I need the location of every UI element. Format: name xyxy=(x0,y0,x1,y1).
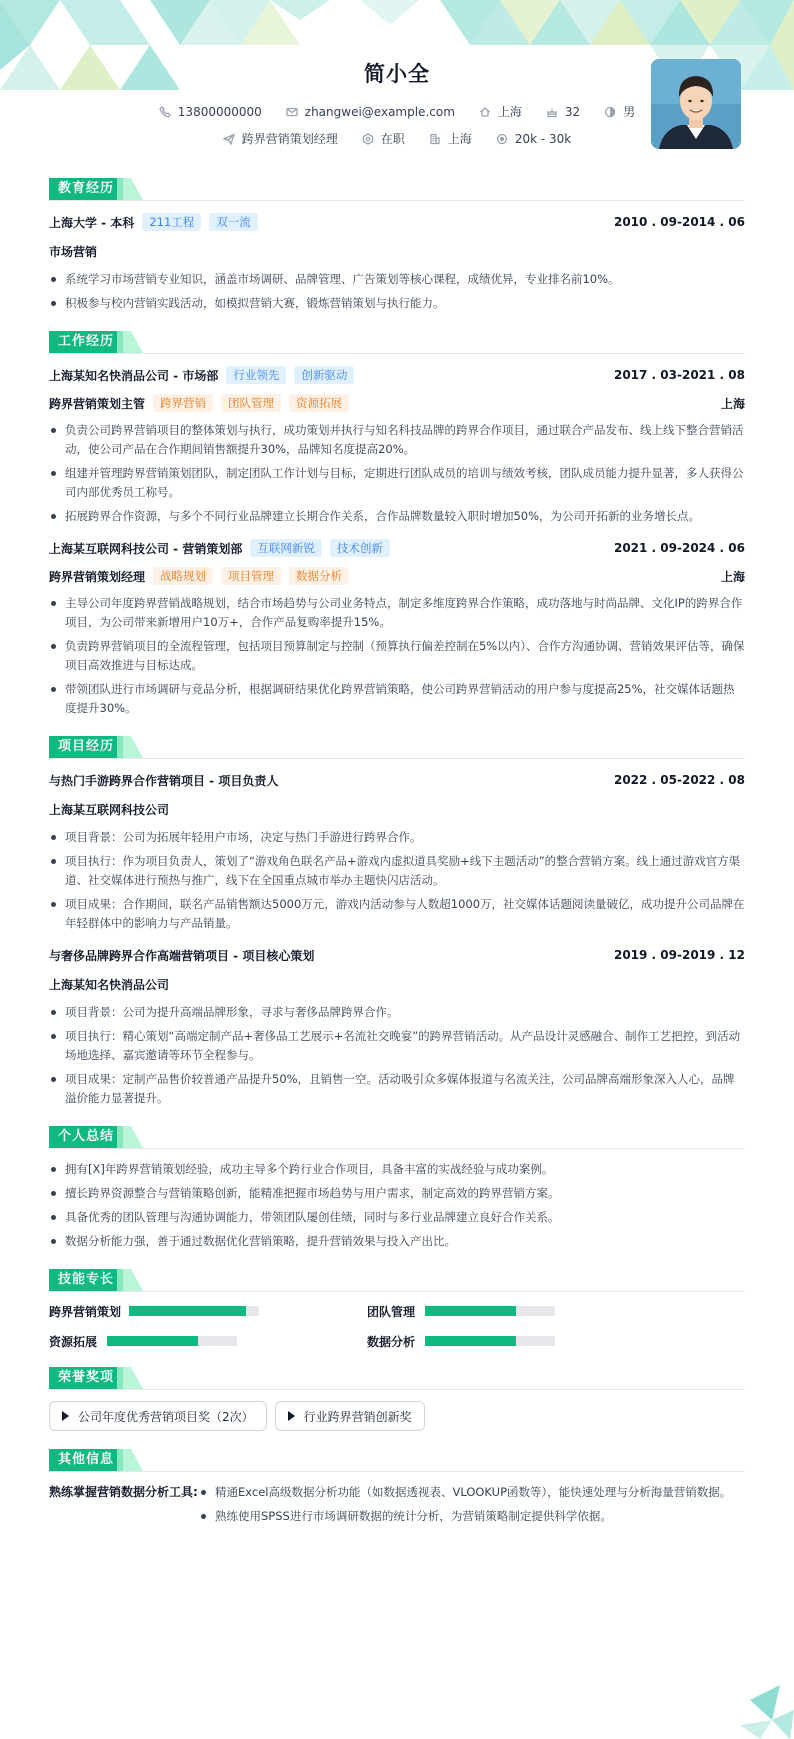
email-text: zhangwei@example.com xyxy=(304,104,455,119)
bullet-list xyxy=(49,594,745,718)
school-tag: 双一流 xyxy=(209,213,258,231)
skill-level xyxy=(129,1306,246,1316)
list-item: 负责公司跨界营销项目的整体策划与执行，成功策划并执行与知名科技品牌的跨界合作项目，通过联合产品发布、线上线下整合营销活动，使公司产品在合作期间销售额提升30%，品牌知名度提高20%。 xyxy=(49,421,745,459)
entry-date: 2017 . 03-2021 . 08 xyxy=(613,368,745,382)
section-divider xyxy=(49,1471,745,1472)
target-city-text: 上海 xyxy=(447,132,472,146)
entry-date: 2022 . 05-2022 . 08 xyxy=(613,773,745,787)
company-tag: 行业领先 xyxy=(226,366,286,384)
list-item: 组建并管理跨界营销策划团队，制定团队工作计划与目标，定期进行团队成员的培训与绩效考核，团队成员能力提升显著，多人获得公司内部优秀员工称号。 xyxy=(49,464,745,502)
section-header xyxy=(49,1269,745,1291)
section-divider xyxy=(49,1389,745,1390)
section-header xyxy=(49,1126,745,1148)
age-text: 32 xyxy=(564,104,581,119)
list-item: 熟练使用SPSS进行市场调研数据的统计分析，为营销策略制定提供科学依据。 xyxy=(199,1507,731,1526)
list-item: 具备优秀的团队管理与沟通协调能力，带领团队屡创佳绩，同时与多行业品牌建立良好合作关系。 xyxy=(49,1208,745,1227)
resume-header xyxy=(49,0,745,178)
bullet-list xyxy=(49,421,745,526)
salary-item xyxy=(496,132,571,146)
section-title: 工作经历 xyxy=(49,331,123,353)
education-entry xyxy=(49,212,745,313)
list-item: 数据分析能力强，善于通过数据优化营销策略，提升营销效果与投入产出比。 xyxy=(49,1232,745,1251)
play-icon xyxy=(62,1411,69,1421)
section-header xyxy=(49,1449,745,1471)
skill-item xyxy=(49,1333,367,1349)
location-item xyxy=(479,103,522,120)
section-title-tail xyxy=(117,1449,147,1471)
section-header xyxy=(49,178,745,200)
list-item: 精通Excel高级数据分析功能（如数据透视表、VLOOKUP函数等），能快速处理与分析海量营销数据。 xyxy=(199,1483,731,1502)
section-divider xyxy=(49,200,745,201)
mail-icon xyxy=(286,106,298,118)
skill-name: 资源拓展 xyxy=(49,1334,98,1349)
entry-heading-row xyxy=(49,365,745,385)
list-item: 项目成果：定制产品售价较普通产品提升50%，且销售一空。活动吸引众多媒体报道与名流关注，公司品牌高端形象深入人心，品牌溢价能力显著提升。 xyxy=(49,1070,745,1108)
section-title-tail xyxy=(117,736,147,758)
position-tag: 跨界营销 xyxy=(153,394,213,412)
company-tag: 互联网新锐 xyxy=(250,539,322,557)
award-text: 公司年度优秀营销项目奖（2次） xyxy=(78,1409,254,1424)
bullet-list xyxy=(199,1483,731,1531)
position-row xyxy=(49,393,745,413)
phone-text: 13800000000 xyxy=(177,104,262,119)
entry-heading-row xyxy=(49,212,745,232)
skill-bar xyxy=(107,1336,237,1346)
skill-item xyxy=(367,1333,667,1349)
section-title-tail xyxy=(117,1269,147,1291)
entry-date: 2021 . 09-2024 . 06 xyxy=(613,541,745,555)
send-icon xyxy=(223,133,235,145)
position-tag: 项目管理 xyxy=(221,567,281,585)
section-title: 教育经历 xyxy=(49,178,123,200)
play-icon xyxy=(288,1411,295,1421)
phone-item xyxy=(159,105,262,119)
position-tag: 数据分析 xyxy=(289,567,349,585)
position-row xyxy=(49,566,745,586)
award-item xyxy=(275,1401,425,1431)
position-tag: 资源拓展 xyxy=(289,394,349,412)
job-intent-row xyxy=(49,130,745,147)
bullet-list xyxy=(49,1003,745,1108)
work-entry xyxy=(49,365,745,526)
section-title: 荣誉奖项 xyxy=(49,1367,123,1389)
work-section xyxy=(49,331,745,718)
candidate-name: 简小全 xyxy=(364,62,430,86)
work-city: 上海 xyxy=(720,396,745,411)
footer-decoration xyxy=(740,1680,794,1739)
awards-list xyxy=(49,1401,745,1431)
avatar-portrait xyxy=(651,59,741,149)
section-divider xyxy=(49,758,745,759)
project-entry xyxy=(49,945,745,1108)
bullet-list xyxy=(49,270,745,313)
section-title: 技能专长 xyxy=(49,1269,123,1291)
target-city-item xyxy=(429,130,472,147)
section-header xyxy=(49,331,745,353)
projects-section xyxy=(49,736,745,1108)
list-item: 积极参与校内营销实践活动，如模拟营销大赛，锻炼营销策划与执行能力。 xyxy=(49,294,745,313)
section-title-tail xyxy=(117,1367,147,1389)
position-tag: 战略规划 xyxy=(153,567,213,585)
award-item xyxy=(49,1401,267,1431)
section-title-tail xyxy=(117,178,147,200)
section-header xyxy=(49,736,745,758)
position-tag: 团队管理 xyxy=(221,394,281,412)
location-text: 上海 xyxy=(497,105,522,119)
skill-name: 跨界营销策划 xyxy=(49,1304,122,1319)
list-item: 项目执行：精心策划“高端定制产品+奢侈品工艺展示+名流社交晚宴”的跨界营销活动。从产品设计灵感融合、制作工艺把控，到活动场地选择、嘉宾邀请等环节全程参与。 xyxy=(49,1027,745,1065)
skill-level xyxy=(425,1336,516,1346)
gender-icon xyxy=(604,106,616,118)
entry-heading-row xyxy=(49,945,745,965)
school-tag: 211工程 xyxy=(142,213,201,231)
coin-icon xyxy=(496,133,508,145)
skills-grid xyxy=(49,1303,745,1349)
skill-level xyxy=(425,1306,516,1316)
company-name: 上海某互联网科技公司 - 营销策划部 xyxy=(49,541,243,556)
list-item: 项目成果：合作期间，联名产品销售额达5000万元，游戏内活动参与人数超1000万，社交媒体话题阅读量破亿，成功提升公司品牌在年轻群体中的影响力与产品销量。 xyxy=(49,895,745,933)
school-name: 上海大学 - 本科 xyxy=(49,215,135,230)
position-name: 跨界营销策划经理 xyxy=(49,569,146,584)
work-entry xyxy=(49,538,745,718)
position-name: 跨界营销策划主管 xyxy=(49,396,146,411)
project-name: 与热门手游跨界合作营销项目 - 项目负责人 xyxy=(49,773,279,788)
cake-icon xyxy=(546,106,558,118)
target-job-item xyxy=(223,130,338,147)
list-item: 项目背景：公司为拓展年轻用户市场，决定与热门手游进行跨界合作。 xyxy=(49,828,745,847)
project-name: 与奢侈品牌跨界合作高端营销项目 - 项目核心策划 xyxy=(49,948,315,963)
status-item xyxy=(362,130,405,147)
other-section xyxy=(49,1449,745,1531)
major-name: 市场营销 xyxy=(49,245,98,259)
section-divider xyxy=(49,1148,745,1149)
entry-date: 2019 . 09-2019 . 12 xyxy=(613,948,745,962)
section-title: 个人总结 xyxy=(49,1126,123,1148)
section-divider xyxy=(49,353,745,354)
company-tag: 技术创新 xyxy=(330,539,390,557)
section-title: 项目经历 xyxy=(49,736,123,758)
skill-name: 数据分析 xyxy=(367,1334,416,1349)
list-item: 项目执行：作为项目负责人，策划了“游戏角色联名产品+游戏内虚拟道具奖励+线下主题活动”的整合营销方案。线上通过游戏官方渠道、社交媒体进行预热与推广，线下在全国重点城市举办主题快闪店活动。 xyxy=(49,852,745,890)
summary-section xyxy=(49,1126,745,1251)
project-company: 上海某知名快消品公司 xyxy=(49,978,170,992)
education-section xyxy=(49,178,745,313)
avatar xyxy=(651,59,741,149)
project-entry xyxy=(49,770,745,933)
hexagon-icon xyxy=(362,133,374,145)
skill-name: 团队管理 xyxy=(367,1304,416,1319)
email-item xyxy=(286,105,455,119)
section-title-tail xyxy=(117,1126,147,1148)
work-city: 上海 xyxy=(720,569,745,584)
gender-text: 男 xyxy=(623,105,636,119)
other-info xyxy=(49,1483,745,1531)
skill-bar xyxy=(425,1336,555,1346)
contact-row xyxy=(49,103,745,120)
entry-heading-row xyxy=(49,538,745,558)
skill-item xyxy=(367,1303,667,1319)
entry-date: 2010 . 09-2014 . 06 xyxy=(613,215,745,229)
company-tag: 创新驱动 xyxy=(294,366,354,384)
list-item: 拥有[X]年跨界营销策划经验，成功主导多个跨行业合作项目，具备丰富的实战经验与成功案例。 xyxy=(49,1160,745,1179)
entry-heading-row xyxy=(49,770,745,790)
list-item: 带领团队进行市场调研与竞品分析，根据调研结果优化跨界营销策略，使公司跨界营销活动的用户参与度提高25%，社交媒体话题热度提升30%。 xyxy=(49,680,745,718)
award-text: 行业跨界营销创新奖 xyxy=(303,1409,412,1424)
section-header xyxy=(49,1367,745,1389)
skill-level xyxy=(107,1336,198,1346)
age-item xyxy=(546,105,580,119)
list-item: 拓展跨界合作资源，与多个不同行业品牌建立长期合作关系，合作品牌数量较入职时增加50%，为公司开拓新的业务增长点。 xyxy=(49,507,745,526)
list-item: 擅长跨界资源整合与营销策略创新，能精准把握市场趋势与用户需求，制定高效的跨界营销方案。 xyxy=(49,1184,745,1203)
other-label: 熟练掌握营销数据分析工具: xyxy=(49,1485,198,1499)
list-item: 负责跨界营销项目的全流程管理，包括项目预算制定与控制（预算执行偏差控制在5%以内）、合作方沟通协调、营销效果评估等，确保项目高效推进与目标达成。 xyxy=(49,637,745,675)
skill-bar xyxy=(129,1306,259,1316)
status-text: 在职 xyxy=(380,132,405,146)
building-icon xyxy=(429,133,441,145)
awards-section xyxy=(49,1367,745,1431)
list-item: 项目背景：公司为提升高端品牌形象，寻求与奢侈品牌跨界合作。 xyxy=(49,1003,745,1022)
section-title: 其他信息 xyxy=(49,1449,123,1471)
bullet-list xyxy=(49,828,745,933)
skill-item xyxy=(49,1303,367,1319)
bullet-list xyxy=(49,1160,745,1251)
section-divider xyxy=(49,1291,745,1292)
section-title-tail xyxy=(117,331,147,353)
gender-item xyxy=(604,103,635,120)
list-item: 系统学习市场营销专业知识，涵盖市场调研、品牌管理、广告策划等核心课程，成绩优异，专业排名前10%。 xyxy=(49,270,745,289)
company-name: 上海某知名快消品公司 - 市场部 xyxy=(49,368,219,383)
target-job-text: 跨界营销策划经理 xyxy=(241,132,338,146)
skill-bar xyxy=(425,1306,555,1316)
list-item: 主导公司年度跨界营销战略规划，结合市场趋势与公司业务特点，制定多维度跨界合作策略，成功落地与时尚品牌、文化IP的跨界合作项目，为公司带来新增用户10万+，合作产品复购率提升15%。 xyxy=(49,594,745,632)
phone-icon xyxy=(159,106,171,118)
project-company: 上海某互联网科技公司 xyxy=(49,803,170,817)
skills-section xyxy=(49,1269,745,1349)
home-icon xyxy=(479,106,491,118)
salary-text: 20k - 30k xyxy=(514,131,572,146)
